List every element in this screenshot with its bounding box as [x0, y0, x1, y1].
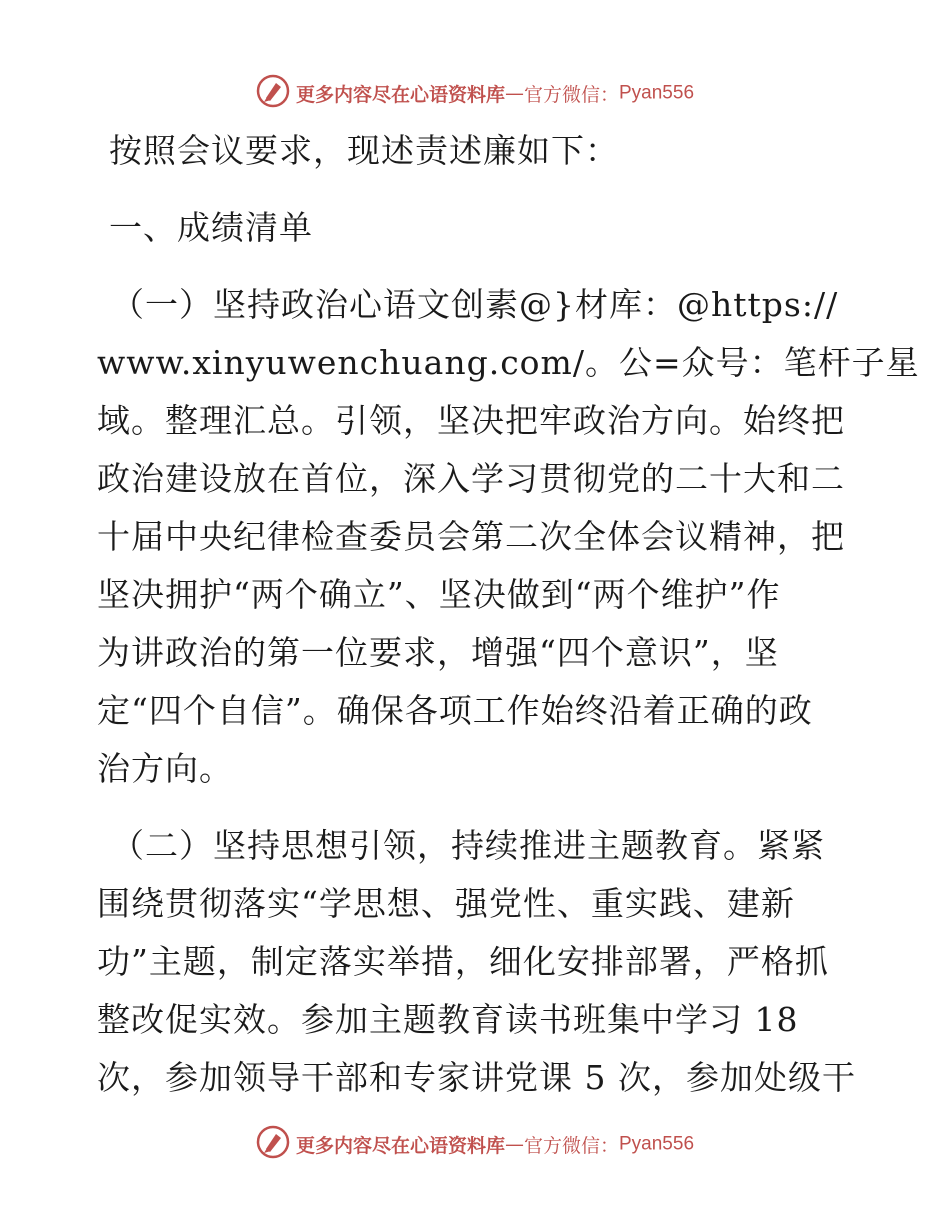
- header-watermark: [0, 74, 950, 113]
- watermark-id: Pyan556: [619, 1133, 695, 1155]
- text-line: 按照会议要求，现述责述廉如下：: [109, 131, 619, 170]
- text-line: 为讲政治的第一位要求，增强“四个意识”，坚: [97, 633, 779, 672]
- text-line: 定“四个自信”。确保各项工作始终沿着正确的政: [97, 691, 813, 730]
- pen-nib-logo-icon: [256, 74, 290, 113]
- paragraph-2: [97, 817, 857, 1107]
- text-line: （一）坚持政治心语文创素@}材库：@https://: [111, 285, 839, 324]
- watermark-dash: —: [504, 1133, 524, 1156]
- text-line: 围绕贯彻落实“学思想、强党性、重实践、建新: [97, 884, 795, 923]
- watermark-label: 官方微信：: [523, 84, 619, 106]
- section-heading: [97, 199, 857, 257]
- footer-watermark: [0, 1125, 950, 1164]
- watermark-dash: —: [504, 82, 524, 105]
- watermark-label: 官方微信：: [523, 1135, 619, 1157]
- pen-nib-logo-icon: [256, 1125, 290, 1164]
- text-line: 治方向。: [97, 749, 233, 788]
- document-body: [97, 122, 920, 1107]
- watermark-text: 更多内容尽在心语资料库: [295, 1135, 505, 1157]
- watermark-id: Pyan556: [619, 82, 695, 104]
- text-line: 坚决拥护“两个确立”、坚决做到“两个维护”作: [97, 575, 781, 614]
- paragraph-intro: [97, 122, 857, 180]
- text-line: 整改促实效。参加主题教育读书班集中学习 18: [97, 1000, 799, 1039]
- text-line: 功”主题，制定落实举措，细化安排部署，严格抓: [97, 942, 829, 981]
- text-line: 域。整理汇总。引领，坚决把牢政治方向。始终把: [97, 401, 845, 440]
- text-line: 次，参加领导干部和专家讲党课 5 次，参加处级干: [97, 1058, 856, 1097]
- text-line: 十届中央纪律检查委员会第二次全体会议精神，把: [97, 517, 845, 556]
- text-line: 一、成绩清单: [109, 208, 313, 247]
- paragraph-1: [97, 276, 920, 798]
- text-line: 政治建设放在首位，深入学习贯彻党的二十大和二: [97, 459, 845, 498]
- watermark-text: 更多内容尽在心语资料库: [295, 84, 505, 106]
- text-line: （二）坚持思想引领，持续推进主题教育。紧紧: [111, 826, 825, 865]
- text-line: www.xinyuwenchuang.com/。公=众号：笔杆子星: [97, 343, 920, 382]
